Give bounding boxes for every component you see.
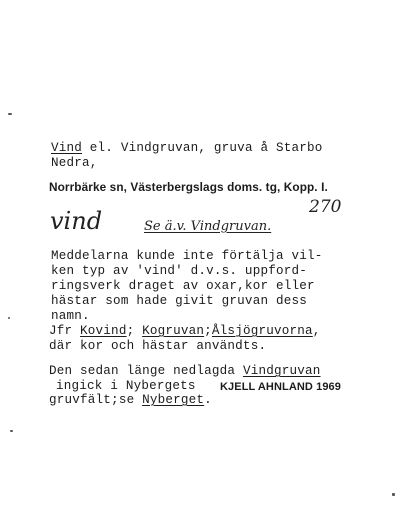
jfr-prefix: Jfr [49,324,81,338]
scan-speck [8,113,12,115]
body-line: ringsverk draget av oxar,kor eller [51,279,315,293]
reference-alsjogruvorna: Ålsjögruvorna [211,324,313,338]
reference-vindgruvan: Vindgruvan [242,364,321,378]
final-line-3-prefix: gruvfält;se [49,393,143,407]
final-line-2: ingick i Nybergets [56,379,196,393]
handwritten-cross-reference: Se ä.v. Vindgruvan. [144,219,272,234]
headword-line-2: Nedra, [51,156,98,170]
separator: ; [204,324,212,338]
handwritten-number: 270 [309,197,342,217]
headword-line [51,141,323,155]
location-stamp: Norrbärke sn, Västerbergslags doms. tg, Kopp. I. [49,180,328,194]
separator: , [312,324,321,338]
body-line: Meddelarna kunde inte förtälja vil- [51,249,323,263]
reference-kogruvan: Kogruvan [142,324,205,338]
scan-speck [392,493,395,496]
jfr-line-2: där kor och hästar användts. [49,339,267,353]
author-stamp: KJELL AHNLAND 1969 [220,381,341,393]
headword: Vind [51,141,83,155]
body-line: namn. [51,309,90,323]
final-prefix: Den sedan länge nedlagda [49,364,243,378]
scan-speck [8,317,10,319]
separator: ; [126,324,143,338]
handwritten-headword: vind [50,207,103,235]
reference-kovind: Kovind [80,324,127,338]
final-period: . [204,393,212,407]
jfr-line [49,324,321,338]
headword-description: el. Vindgruvan, gruva å Starbo [82,141,323,155]
reference-nyberget: Nyberget [142,393,205,407]
body-line: ken typ av 'vind' d.v.s. uppford- [51,264,307,278]
body-line: hästar som hade givit gruvan dess [51,294,307,308]
final-line-3 [49,393,212,407]
scan-speck [10,430,13,432]
final-line-1 [49,364,321,378]
